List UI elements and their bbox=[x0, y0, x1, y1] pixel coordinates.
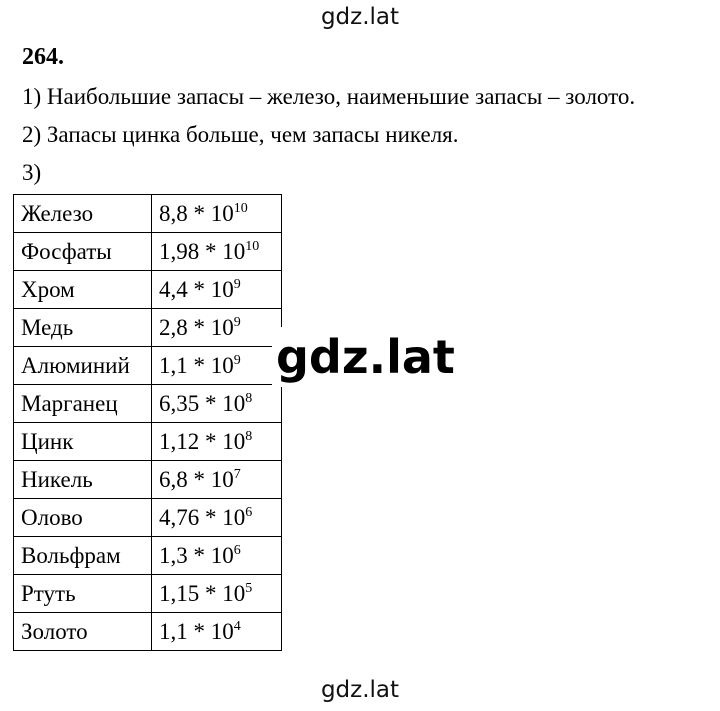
reserve-value bbox=[152, 423, 282, 461]
value-operator: * 10 bbox=[199, 580, 246, 606]
table-row bbox=[14, 195, 282, 233]
value-operator: * 10 bbox=[187, 314, 234, 340]
value-exponent: 7 bbox=[233, 466, 241, 482]
value-operator: * 10 bbox=[187, 200, 234, 226]
value-operator: * 10 bbox=[199, 428, 246, 454]
value-mantissa: 2,8 bbox=[159, 314, 188, 340]
reserve-value bbox=[152, 271, 282, 309]
table-row bbox=[14, 423, 282, 461]
reserve-value bbox=[152, 575, 282, 613]
mineral-name: Медь bbox=[14, 309, 152, 347]
answer-line-3: 3) bbox=[22, 160, 42, 185]
value-mantissa: 4,4 bbox=[159, 276, 188, 302]
value-mantissa: 1,3 bbox=[159, 542, 188, 568]
table-row bbox=[14, 271, 282, 309]
table-row bbox=[14, 537, 282, 575]
table-row bbox=[14, 575, 282, 613]
mineral-name: Вольфрам bbox=[14, 537, 152, 575]
value-mantissa: 1,15 bbox=[159, 580, 200, 606]
reserve-value bbox=[152, 195, 282, 233]
table-row bbox=[14, 499, 282, 537]
mineral-name: Фосфаты bbox=[14, 233, 152, 271]
value-operator: * 10 bbox=[187, 466, 234, 492]
watermark-center: gdz.lat bbox=[272, 327, 459, 387]
value-exponent: 10 bbox=[233, 200, 248, 216]
mineral-name: Никель bbox=[14, 461, 152, 499]
value-operator: * 10 bbox=[187, 542, 234, 568]
mineral-name: Хром bbox=[14, 271, 152, 309]
value-exponent: 9 bbox=[233, 276, 241, 292]
value-mantissa: 1,1 bbox=[159, 618, 188, 644]
reserve-value bbox=[152, 233, 282, 271]
reserves-table bbox=[13, 194, 282, 651]
value-exponent: 6 bbox=[233, 542, 241, 558]
value-exponent: 9 bbox=[233, 314, 241, 330]
reserve-value bbox=[152, 347, 282, 385]
value-mantissa: 8,8 bbox=[159, 200, 188, 226]
value-mantissa: 1,98 bbox=[159, 238, 200, 264]
reserve-value bbox=[152, 613, 282, 651]
value-mantissa: 4,76 bbox=[159, 504, 200, 530]
reserve-value bbox=[152, 537, 282, 575]
table-row bbox=[14, 613, 282, 651]
reserve-value bbox=[152, 461, 282, 499]
value-operator: * 10 bbox=[199, 504, 246, 530]
value-exponent: 5 bbox=[245, 580, 253, 596]
value-exponent: 10 bbox=[245, 238, 260, 254]
task-number: 264. bbox=[22, 44, 64, 70]
value-mantissa: 6,35 bbox=[159, 390, 200, 416]
table-row bbox=[14, 461, 282, 499]
reserve-value bbox=[152, 385, 282, 423]
value-mantissa: 1,1 bbox=[159, 352, 188, 378]
value-mantissa: 1,12 bbox=[159, 428, 200, 454]
value-operator: * 10 bbox=[199, 238, 246, 264]
value-exponent: 4 bbox=[233, 618, 241, 634]
watermark-top: gdz.lat bbox=[320, 4, 400, 30]
value-operator: * 10 bbox=[187, 352, 234, 378]
answer-line-1: 1) Наибольшие запасы – железо, наименьшие запасы – золото. bbox=[22, 84, 636, 109]
value-exponent: 8 bbox=[245, 428, 253, 444]
table-row bbox=[14, 385, 282, 423]
table-row bbox=[14, 309, 282, 347]
value-operator: * 10 bbox=[199, 390, 246, 416]
mineral-name: Золото bbox=[14, 613, 152, 651]
value-exponent: 6 bbox=[245, 504, 253, 520]
reserve-value bbox=[152, 499, 282, 537]
mineral-name: Марганец bbox=[14, 385, 152, 423]
answer-line-2: 2) Запасы цинка больше, чем запасы никеля. bbox=[22, 122, 459, 147]
mineral-name: Ртуть bbox=[14, 575, 152, 613]
watermark-bottom: gdz.lat bbox=[320, 677, 400, 703]
value-exponent: 9 bbox=[233, 352, 241, 368]
reserve-value bbox=[152, 309, 282, 347]
value-operator: * 10 bbox=[187, 618, 234, 644]
mineral-name: Олово bbox=[14, 499, 152, 537]
value-exponent: 8 bbox=[245, 390, 253, 406]
value-operator: * 10 bbox=[187, 276, 234, 302]
mineral-name: Железо bbox=[14, 195, 152, 233]
table-row bbox=[14, 233, 282, 271]
mineral-name: Алюминий bbox=[14, 347, 152, 385]
mineral-name: Цинк bbox=[14, 423, 152, 461]
table-row bbox=[14, 347, 282, 385]
value-mantissa: 6,8 bbox=[159, 466, 188, 492]
